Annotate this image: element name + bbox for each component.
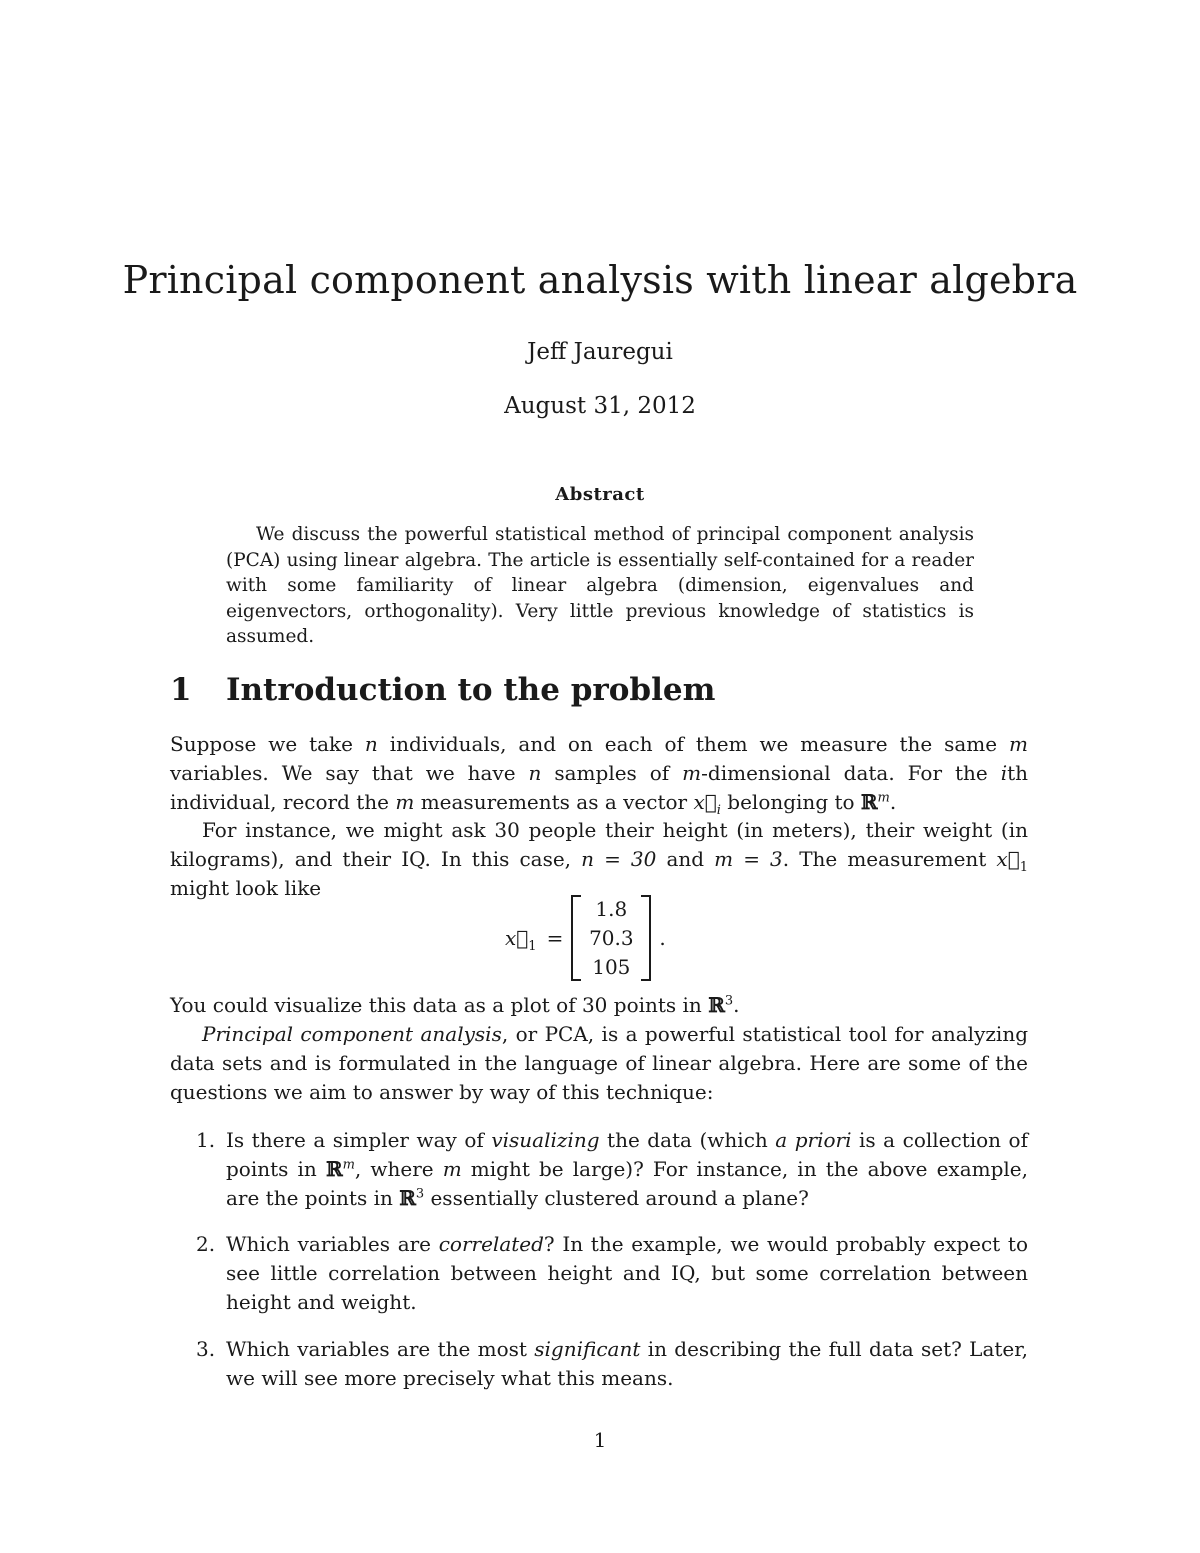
list-item: 1. Is there a simpler way of visualizing the data (which a priori is a collection of points in ℝ$^m$, where m might be large)? For instance, in the above example, are the points in ℝ$^3$ essentially clustered around a plane? bbox=[196, 1128, 1029, 1210]
equation-period: . bbox=[659, 926, 666, 950]
intro-paragraph-2: For instance, we might ask 30 people their height (in meters), their weight (in kilograms), and their IQ. In this case, n = 30 and m = 3. The measurement $x⃗_1$ might look like bbox=[170, 818, 1028, 900]
vector-entry: 1.8 bbox=[595, 897, 628, 922]
paper-date: August 31, 2012 bbox=[504, 393, 696, 419]
paper-title: Principal component analysis with linear algebra bbox=[122, 258, 1078, 302]
vector-entry: 70.3 bbox=[589, 925, 634, 950]
vector-equation bbox=[505, 894, 666, 982]
page-number: 1 bbox=[593, 1428, 607, 1452]
list-item: 2. Which variables are correlated? In the example, we would probably expect to see little correlation between height and IQ, but some correlation between height and weight. bbox=[196, 1232, 1028, 1314]
right-bracket bbox=[641, 895, 651, 981]
list-item: 3. Which variables are the most significant in describing the full data set? Later, we will see more precisely what this means. bbox=[196, 1336, 1028, 1390]
intro-paragraph-3: You could visualize this data as a plot of 30 points in ℝ$^3$. bbox=[170, 993, 740, 1017]
vector-entry: 105 bbox=[592, 954, 631, 979]
abstract-body: We discuss the powerful statistical method of principal component analysis (PCA) using linear algebra. The article is essentially self-contained for a reader with some familiarity of linear algebra (dimension, eigenvalues and eigenvectors, orthogonality). Very little previous knowledge of statistics is assumed. bbox=[226, 524, 974, 647]
intro-paragraph-1: Suppose we take n individuals, and on each of them we measure the same m variables. We say that we have n samples of m-dimensional data. For the ith individual, record the m measurements as a vector $x⃗_i$ belonging to ℝ$^m$. bbox=[170, 732, 1029, 818]
section-number: 1 bbox=[170, 672, 192, 708]
pca-term: Principal component analysis bbox=[202, 1022, 502, 1046]
intro-paragraph-4: Principal component analysis, or PCA, is a powerful statistical tool for analyzing data sets and is formulated in the language of linear algebra. Here are some of the questions we aim to answer by way of this technique: bbox=[170, 1022, 1028, 1104]
paper-author: Jeff Jauregui bbox=[527, 339, 673, 365]
section-heading bbox=[170, 672, 715, 708]
equation-lhs: $x⃗_1$ bbox=[505, 926, 537, 954]
column-vector bbox=[571, 895, 651, 981]
left-bracket bbox=[571, 895, 581, 981]
question-list bbox=[170, 1126, 1028, 1410]
equals-sign: = bbox=[546, 926, 564, 950]
section-title: Introduction to the problem bbox=[226, 672, 716, 708]
abstract-heading: Abstract bbox=[555, 484, 645, 505]
vector-entries bbox=[581, 895, 641, 981]
